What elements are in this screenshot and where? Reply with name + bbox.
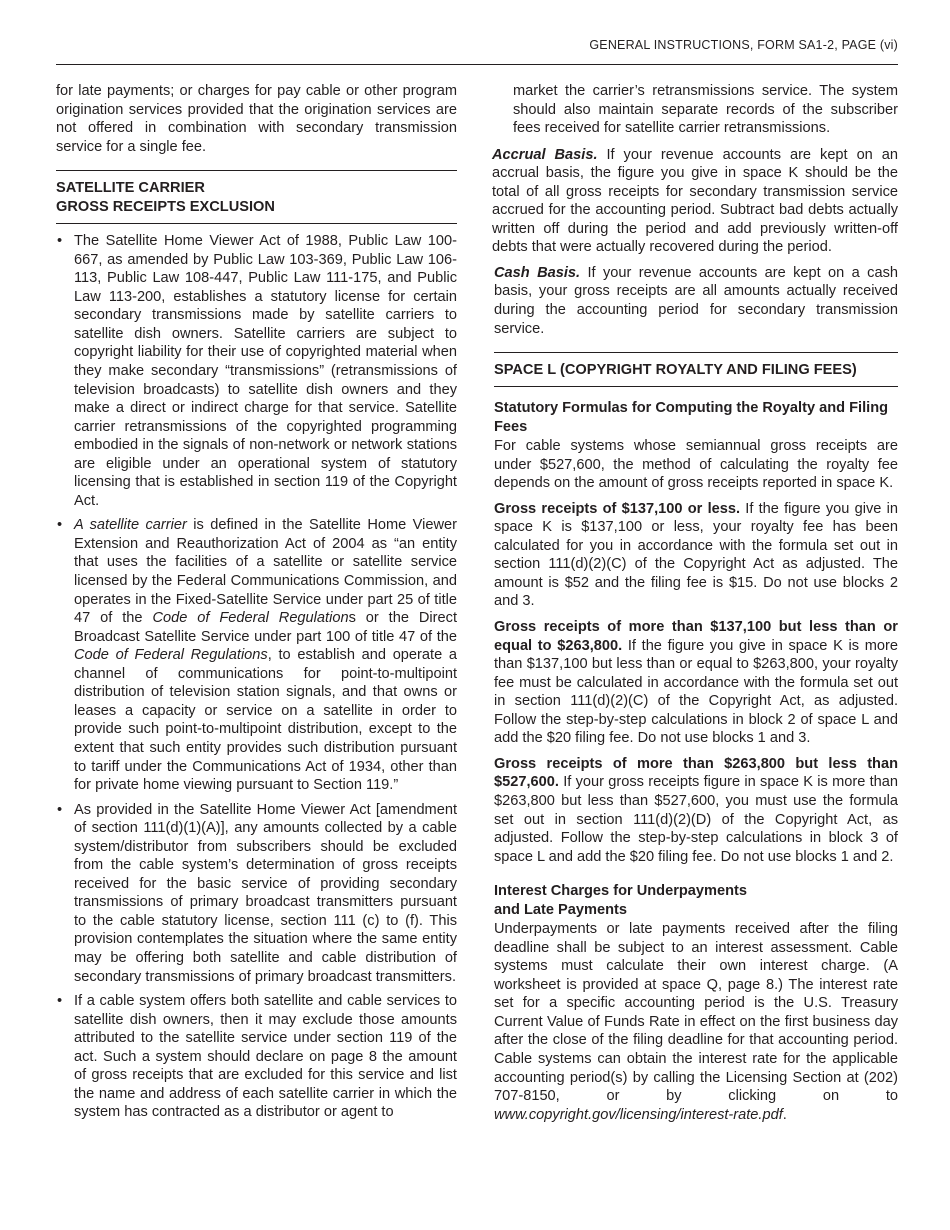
left-column: [56, 82, 457, 1128]
statutory-formulas-heading: Statutory Formulas for Computing the Royalty and Filing Fees: [494, 400, 889, 436]
section-heading-line: SATELLITE CARRIER: [56, 180, 205, 197]
bullet-icon: •: [57, 993, 63, 1010]
citation: Code of Federal Regulations: [74, 647, 268, 664]
citation: Code of Federal Regulation: [152, 610, 349, 627]
tier3-label: Gross receipts of more than $263,800 but less than $527,600.: [494, 755, 898, 791]
bullet-item: [56, 516, 457, 794]
gross-receipts-tier1-paragraph: [494, 500, 898, 611]
tier2-text: If the figure you give in space K is more than $137,100 but less than or equal to $263,800, your royalty fee must be calculated in accordance with the formula set out in section 111(d)(2)(C) of the Copyright Act, as adjusted. Follow the step-by-step calculations in block 2 of space L and add the $20 filing fee. Do not use blocks 1 and 3.: [494, 637, 898, 747]
bullet-text: The Satellite Home Viewer Act of 1988, Public Law 100-667, as amended by Public Law 103-369, Public Law 106-113, Public Law 108-447, Public Law 111-175, and Public Law 113-200, establishes a statutory license for certain secondary transmissions made by satellite carriers to satellite dish owners. Satellite carriers are subject to copyright liability for their use of copyrighted material when they make secondary “transmissions” (retransmissions of television broadcasts) to satellite dish owners and they make a direct or indirect charge for that service. Satellite carrier retransmissions of the copyrighted programming embodied in the signals of non-network or network stations are eligible under an operational system of statutory licensing that is established in section 119 of the Copyright Act.: [74, 233, 457, 509]
defined-term: A satellite carrier: [74, 517, 187, 534]
bullet-text: As provided in the Satellite Home Viewer Act [amendment of section 111(d)(1)(A)], any amounts collected by a cable system/distributor from subscribers should be excluded from the cable system’s determination of gross receipts received for the basic service of providing secondary transmissions of primary broadcast transmitters pursuant to the cable statutory license, section 111 (c) to (f). This provision contemplates the situation where the same entity may be offering both satellite and cable distribution of secondary transmissions of primary broadcast transmitters.: [74, 801, 457, 985]
cash-basis-text: If your revenue accounts are kept on a cash basis, your gross receipts are all amounts actually received during the accounting period for secondary transmission service.: [494, 264, 898, 337]
section-heading-space-l: [494, 353, 898, 387]
accrual-basis-paragraph: [492, 146, 898, 257]
satellite-bullet-list: [56, 232, 457, 1122]
interest-rate-link[interactable]: www.copyright.gov/licensing/interest-rate.pdf: [494, 1106, 783, 1123]
bullet-text: If a cable system offers both satellite and cable services to satellite dish owners, then it may exclude those amounts attributed to the satellite service under section 119 of the act. Such a system should declare on page 8 the amount of gross receipts that are excluded for this service and list the name and address of each satellite carrier in which the system has contracted as a distributor or agent to: [74, 993, 457, 1121]
interest-charges-heading: [494, 882, 898, 920]
bullet-icon: •: [57, 801, 63, 818]
heading-line: Interest Charges for Underpayments: [494, 883, 748, 900]
bullet-icon: •: [57, 517, 63, 534]
tier2-label: Gross receipts of more than $137,100 but less than or equal to $263,800.: [494, 619, 898, 654]
accrual-basis-text: If your revenue accounts are kept on an accrual basis, the figure you give in space K should be the total of all gross receipts for secondary transmission service accrued for the accounting period. Subtract bad debts actually written off during the period and add previously written-off debts that were actually recovered during the period.: [492, 146, 898, 256]
header-title: GENERAL INSTRUCTIONS, FORM SA1-2, PAGE (vi): [589, 38, 898, 52]
page-header: [56, 38, 898, 65]
bullet-text: , to establish and operate a channel of communications for point-to-multipoint distribution of television station signals, and that owns or leases a capacity or service on a satellite in order to provide such point-to-multipoint distribution, except to the extent that such entity provides such distribution pursuant to tariff under the Communications Act of 1934, other than for private home viewing pursuant to Section 119.”: [74, 647, 457, 794]
tier3-text: If your gross receipts figure in space K is more than $263,800 but less than $527,600, you must use the formula set out in section 111(d)(2)(D) of the Copyright Act, as adjusted. Follow the step-by-step calculations in block 3 of space L and add the $20 filing fee. Do not use blocks 1 and 2.: [494, 774, 898, 865]
section-heading-satellite-carrier: [56, 171, 457, 224]
cash-basis-paragraph: [494, 264, 898, 338]
tier1-label: Gross receipts of $137,100 or less.: [494, 500, 741, 517]
heading-line: and Late Payments: [494, 902, 628, 919]
bullet-text: s or the Direct Broadcast Satellite Service under part 100 of title 47 of the: [74, 610, 458, 645]
bullet-item: [56, 232, 457, 510]
continued-paragraph: market the carrier’s retransmissions service. The system should also maintain separate records of the subscriber fees received for satellite carrier retransmissions.: [513, 83, 898, 137]
interest-text-end: .: [782, 1106, 787, 1123]
section-heading-line: SPACE L (COPYRIGHT ROYALTY AND FILING FEES): [494, 362, 857, 379]
interest-charges-paragraph: [494, 920, 898, 1124]
bullet-item: [56, 801, 457, 986]
right-column: [494, 82, 898, 1124]
intro-paragraph: for late payments; or charges for pay cable or other program origination services provided that the origination services are not offered in combination with secondary transmission service for a single fee.: [56, 83, 457, 155]
bullet-text: is defined in the Satellite Home Viewer Extension and Reauthorization Act of 2004 as “an entity that uses the facilities of a satellite or satellite service licensed by the Federal Communications Commission, and operates in the Fixed-Satellite Service under part 25 of title 47 of the: [74, 517, 458, 627]
bullet-item: [56, 992, 457, 1122]
section-heading-line: GROSS RECEIPTS EXCLUSION: [56, 199, 275, 216]
statutory-formulas-paragraph: For cable systems whose semiannual gross receipts are under $527,600, the method of calculating the royalty fee depends on the amount of gross receipts reported in space K.: [494, 438, 898, 492]
interest-text: Underpayments or late payments received after the filing deadline shall be subject to an interest assessment. Cable systems must calculate their own interest charge. (A worksheet is provided at space Q, page 8.) The interest rate set for a specific accounting period is the U.S. Treasury Current Value of Funds Rate in effect on the first business day after the close of the filing deadline for that accounting period. Cable systems can obtain the interest rate for the applicable accounting period(s) by calling the Licensing Section at (202) 707-8150, or by clicking on to: [494, 921, 898, 1105]
tier1-text: If the figure you give in space K is $137,100 or less, your royalty fee has been calculated for you in accordance with the formula set out in section 111(d)(2)(C) of the Copyright Act as adjusted. The amount is $52 and the filing fee is $15. Do not use blocks 2 and 3.: [494, 500, 899, 610]
gross-receipts-tier3-paragraph: [494, 755, 898, 866]
bullet-icon: •: [57, 233, 63, 250]
gross-receipts-tier2-paragraph: [494, 618, 898, 748]
accrual-basis-label: Accrual Basis.: [492, 146, 598, 163]
cash-basis-label: Cash Basis.: [494, 264, 581, 281]
